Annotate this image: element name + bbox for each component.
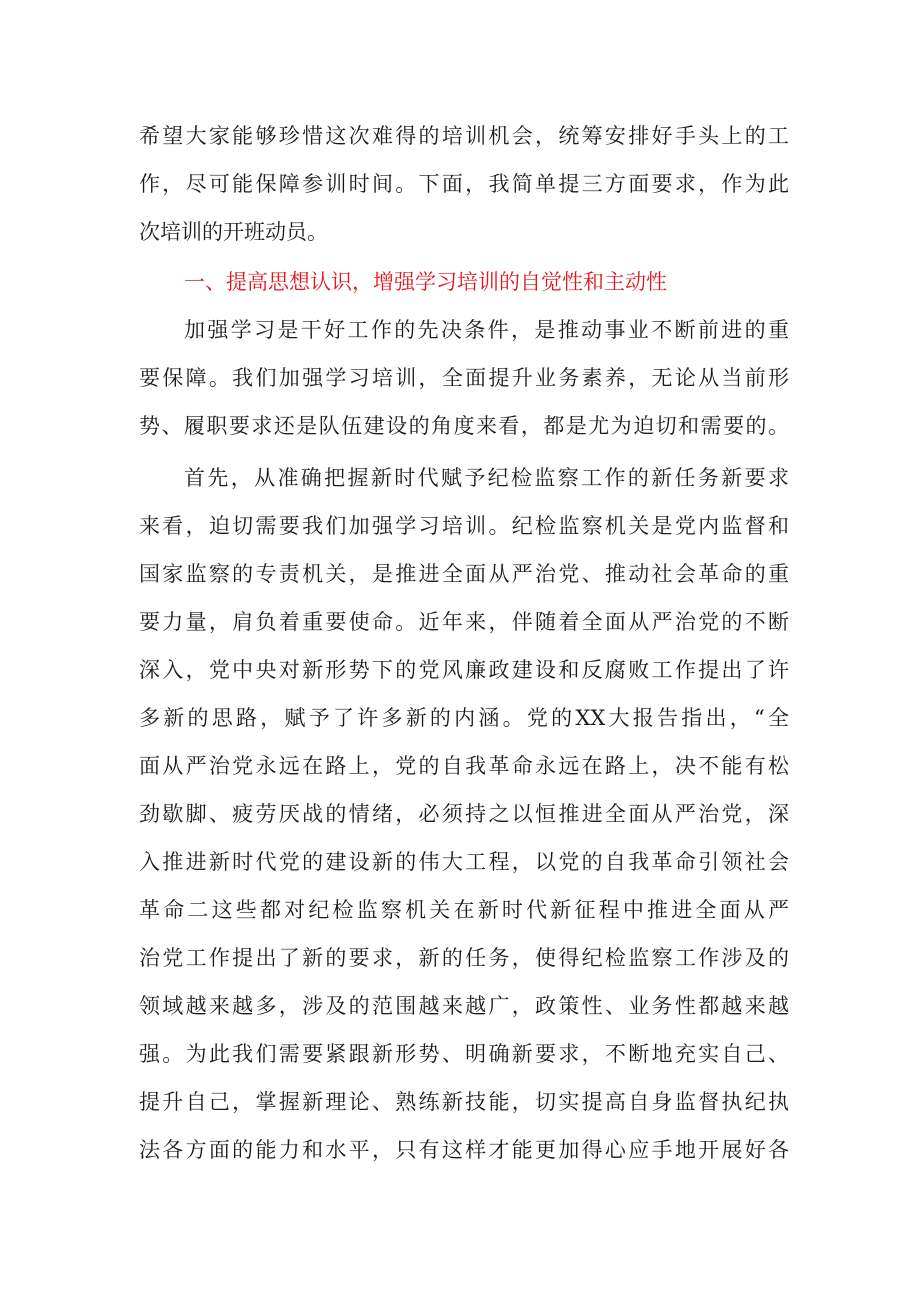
text-line: 入推进新时代党的建设新的伟大工程，以党的自我革命引领社会 [139, 850, 789, 874]
text-line: 国家监察的专责机关，是推进全面从严治党、推动社会革命的重 [139, 562, 789, 586]
text-line: 作，尽可能保障参训时间。下面，我简单提三方面要求，作为此 [139, 172, 789, 196]
text-line: 面从严治党永远在路上，党的自我革命永远在路上，决不能有松 [139, 754, 789, 778]
text-line: 要保障。我们加强学习培训，全面提升业务素养，无论从当前形 [139, 366, 789, 390]
text-line: 治党工作提出了新的要求，新的任务，使得纪检监察工作涉及的 [139, 946, 789, 970]
text-line: 劲歇脚、疲劳厌战的情绪，必须持之以恒推进全面从严治党，深 [139, 802, 789, 826]
text-line: 首先，从准确把握新时代赋予纪检监察工作的新任务新要求 [184, 466, 789, 490]
text-line: 革命二这些都对纪检监察机关在新时代新征程中推进全面从严 [139, 898, 789, 922]
text-line: 深入，党中央对新形势下的党风廉政建设和反腐败工作提出了许 [139, 658, 789, 682]
text-line: 来看，迫切需要我们加强学习培训。纪检监察机关是党内监督和 [139, 514, 789, 538]
text-line: 提升自己，掌握新理论、熟练新技能，切实提高自身监督执纪执 [139, 1090, 789, 1114]
text-line: 多新的思路，赋予了许多新的内涵。党的XX大报告指出，“全 [139, 706, 789, 730]
text-line: 希望大家能够珍惜这次难得的培训机会，统筹安排好手头上的工 [139, 124, 789, 148]
text-line: 势、履职要求还是队伍建设的角度来看，都是尤为迫切和需要的。 [139, 414, 789, 438]
text-line: 法各方面的能力和水平，只有这样才能更加得心应手地开展好各 [139, 1138, 789, 1162]
text-line: 要力量，肩负着重要使命。近年来，伴随着全面从严治党的不断 [139, 610, 789, 634]
text-line: 强。为此我们需要紧跟新形势、明确新要求，不断地充实自己、 [139, 1042, 789, 1066]
section-heading: 一、提高思想认识，增强学习培训的自觉性和主动性 [184, 270, 667, 294]
text-line: 领域越来越多，涉及的范围越来越广，政策性、业务性都越来越 [139, 994, 789, 1018]
text-line: 加强学习是干好工作的先决条件，是推动事业不断前进的重 [184, 318, 789, 342]
text-line: 次培训的开班动员。 [139, 220, 328, 244]
